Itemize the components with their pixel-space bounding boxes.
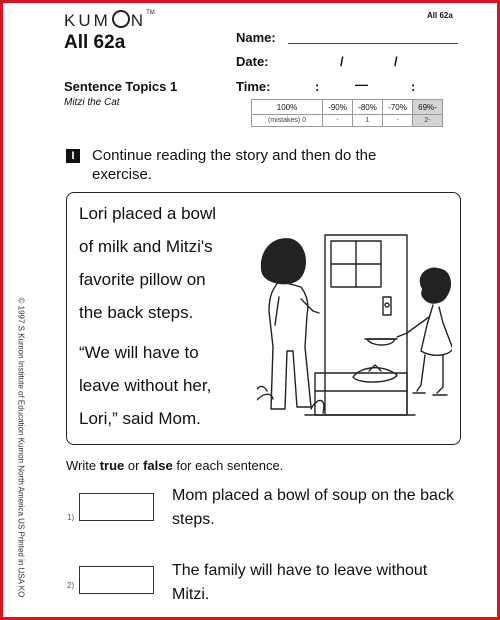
mistakes-cell: 1 — [353, 115, 383, 127]
bowl-icon — [365, 339, 397, 345]
story-line: Lori placed a bowl — [79, 204, 217, 223]
score-header: -90% — [323, 100, 353, 115]
section-badge: I — [66, 149, 80, 163]
exercise-prompt: Write true or false for each sentence. — [66, 458, 284, 473]
mistakes-cell: (mistakes) 0 — [252, 115, 323, 127]
question-number: 2) — [67, 581, 75, 590]
story-line: the back steps. — [79, 303, 194, 322]
answer-box-2[interactable] — [79, 566, 154, 594]
answer-box-1[interactable] — [79, 493, 154, 521]
time-separator: : — [315, 79, 320, 94]
mom-figure-icon — [257, 239, 324, 413]
story-line: leave without her, — [79, 376, 212, 395]
score-header: 69%- — [413, 100, 443, 115]
mistakes-cell: 2- — [413, 115, 443, 127]
time-separator: : — [411, 79, 416, 94]
copyright-sidebar: © 1997 S Kumon Institute of Education Kumon North America US Printed in USA KO — [16, 297, 26, 598]
date-separator: / — [340, 54, 344, 69]
time-dash: — — [355, 77, 368, 92]
corner-code: All 62a — [427, 11, 453, 20]
section-instruction: Continue reading the story and then do the exercise. — [92, 147, 377, 183]
name-field[interactable] — [288, 43, 458, 44]
logo-o-icon — [112, 10, 130, 28]
topic-title: Sentence Topics 1 — [64, 79, 178, 94]
question-text: Mom placed a bowl of soup on the back steps. — [172, 487, 454, 528]
topic-subtitle: Mitzi the Cat — [64, 97, 120, 108]
story-line: favorite pillow on — [79, 270, 206, 289]
mistakes-cell: - — [383, 115, 413, 127]
story-illustration — [257, 215, 452, 425]
story-line: “We will have to — [79, 343, 199, 362]
score-header: 100% — [252, 100, 323, 115]
door-icon — [325, 235, 407, 415]
story-line: Lori,” said Mom. — [79, 409, 201, 428]
question-number: 1) — [67, 513, 75, 522]
question-text: The family will have to leave without Mitzi. — [172, 562, 428, 603]
level-code: All 62a — [64, 32, 126, 53]
steps-icon — [305, 373, 415, 415]
story-box — [66, 192, 461, 445]
score-header: -70% — [383, 100, 413, 115]
kumon-logo: KUM N™ — [64, 10, 155, 30]
date-label: Date: — [236, 54, 269, 69]
story-line: of milk and Mitzi's — [79, 237, 213, 256]
name-label: Name: — [236, 30, 276, 45]
time-label: Time: — [236, 79, 271, 94]
mistakes-cell: - — [323, 115, 353, 127]
score-header: -80% — [353, 100, 383, 115]
girl-figure-icon — [397, 268, 452, 395]
date-separator: / — [394, 54, 398, 69]
score-table — [251, 99, 443, 127]
